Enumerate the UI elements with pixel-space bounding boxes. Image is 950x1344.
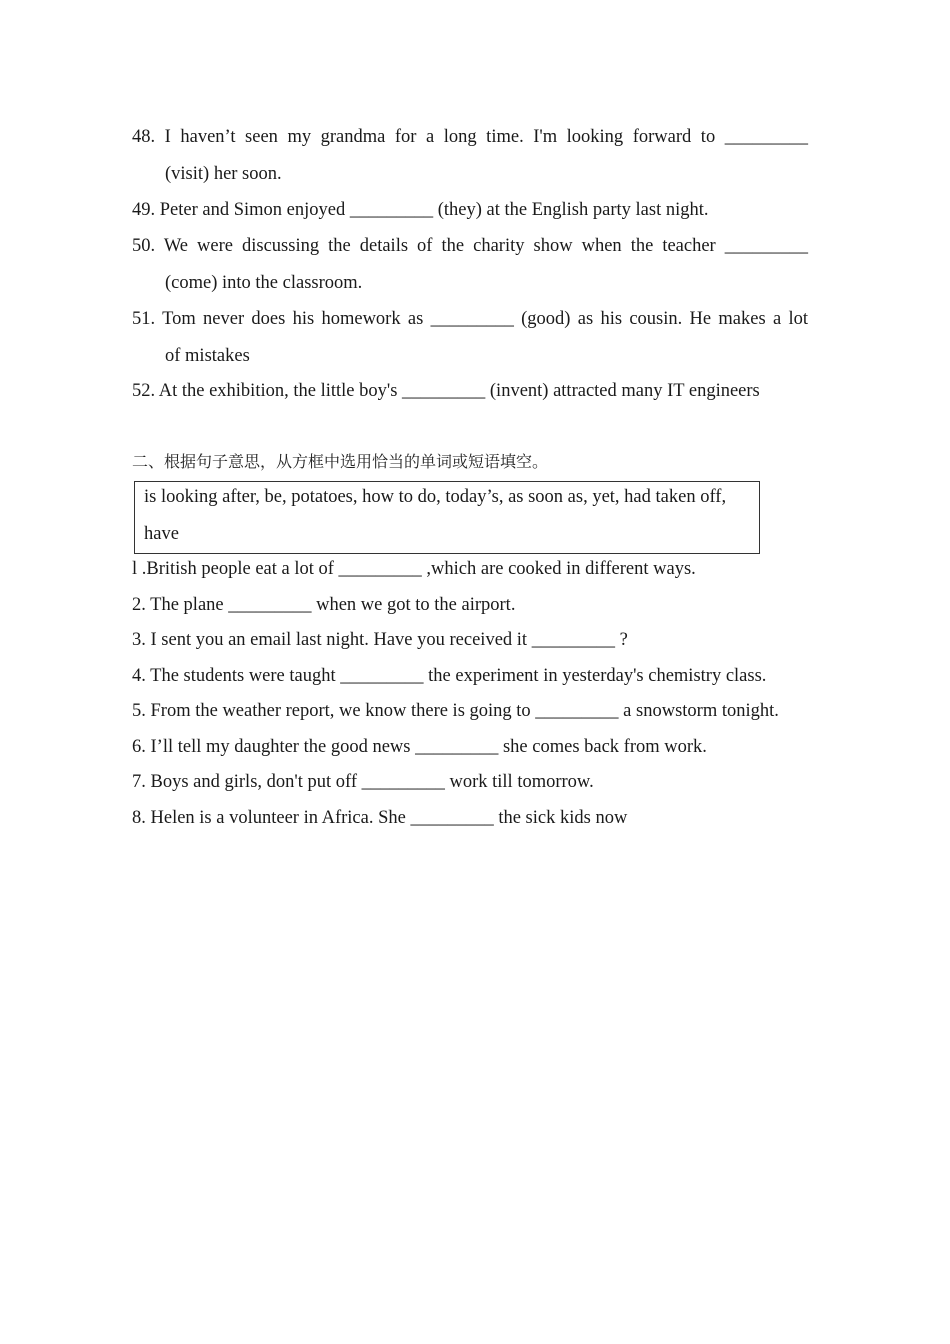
question-1: l .British people eat a lot of _________ ,which are cooked in different ways. [132, 559, 696, 579]
word-bank-line1: is looking after, be, potatoes, how to do, today’s, as soon as, yet, had taken off, [144, 487, 727, 507]
exercise-49: 49. Peter and Simon enjoyed _________ (they) at the English party last night. [132, 200, 709, 220]
exercise-48-line1: 48. I haven’t seen my grandma for a long time. I'm looking forward to _________ [132, 127, 808, 147]
question-6: 6. I’ll tell my daughter the good news _________ she comes back from work. [132, 737, 707, 757]
question-4: 4. The students were taught _________ the experiment in yesterday's chemistry class. [132, 666, 767, 686]
exercise-51-line1: 51. Tom never does his homework as _________ (good) as his cousin. He makes a lot [132, 309, 808, 329]
exercise-51-line2: of mistakes [165, 346, 250, 366]
section-2-heading: 二、根据句子意思，从方框中选用恰当的单词或短语填空。 [132, 452, 549, 471]
exercise-50-line2: (come) into the classroom. [165, 273, 363, 293]
exercise-50-line1: 50. We were discussing the details of the charity show when the teacher _________ [132, 236, 808, 256]
exercise-48-line2: (visit) her soon. [165, 164, 282, 184]
word-bank-box [134, 481, 760, 554]
question-7: 7. Boys and girls, don't put off _________ work till tomorrow. [132, 772, 594, 792]
exercise-52: 52. At the exhibition, the little boy's _________ (invent) attracted many IT engineers [132, 381, 760, 401]
question-3: 3. I sent you an email last night. Have you received it _________ ? [132, 630, 628, 650]
word-bank-line2: have [144, 524, 179, 544]
question-2: 2. The plane _________ when we got to the airport. [132, 595, 516, 615]
question-8: 8. Helen is a volunteer in Africa. She _________ the sick kids now [132, 808, 628, 828]
question-5: 5. From the weather report, we know there is going to _________ a snowstorm tonight. [132, 701, 779, 721]
